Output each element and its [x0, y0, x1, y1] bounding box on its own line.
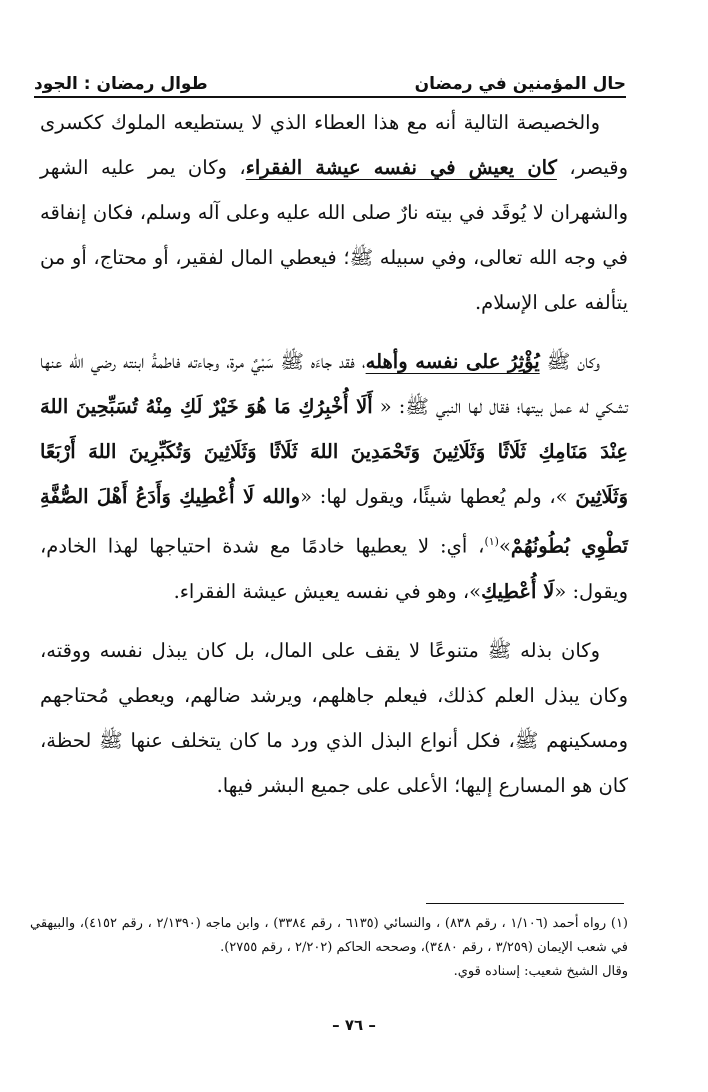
paragraph-1-part-c: ، وكان يمر عليه الشهر والشهران لا يُوقَد في بيته نارٌ صلى الله عليه وعلى آله وسلم، فكان إنفاقه في وجه الله تعالى، وفي سبيله ﷺ؛ فيعطي المال لفقير، أو محتاج، أو من يتألفه على الإسلام. — [40, 156, 628, 314]
paragraph-3 — [40, 628, 628, 808]
paragraph-2-part-c: ، فقد جاءَه ﷺ سَبْيٌ مرة، وجاءته فاطمةُ ابنته رضي الله عنها تشكي له عمل بيتها؛ فقال لها النبي ﷺ: « — [40, 350, 628, 418]
paragraph-3-text: وكان بذله ﷺ متنوعًا لا يقف على المال، بل كان يبذل نفسه ووقته، وكان يبذل العلم كذلك، فيعلم جاهلهم، ويرشد ضالهم، ويعطي مُحتاجهم ومسكينهم ﷺ، فكل أنواع البذل الذي ورد ما كان يتخلف عنها ﷺ لحظة، كان هو المسارع إليها؛ الأعلى على جميع البشر فيها. — [40, 638, 628, 797]
paragraph-2-part-e: »، ولم يُعطها شيئًا، ويقول لها: « — [300, 485, 576, 508]
footnote-line-2: وقال الشيخ شعيب: إسناده قوي. — [453, 964, 628, 979]
paragraph-2-part-g: » — [498, 534, 511, 558]
paragraph-1-part-a: والخصيصة التالية أنه مع هذا العطاء الذي لا يستطيعه الملوك ككسرى وقيصر، — [40, 111, 628, 179]
footnote-reference: (١) — [484, 535, 499, 548]
main-text — [40, 100, 628, 808]
hadith-quote-3: لَا أُعْطِيكِ — [481, 579, 555, 603]
footnote — [30, 912, 628, 984]
hadith-quote-1: أَلَا أُخْبِرُكِ مَا هُوَ خَيْرٌ لَكِ مِنْهُ تُسَبِّحِينَ اللهَ عِنْدَ مَنَامِكِ ثَلَاثًا وَثَلَاثِينَ وَتَحْمَدِينَ اللهَ ثَلَاثًا وَثَلَاثِينَ وَتُكَبِّرِينَ اللهَ أَرْبَعًا وَثَلَاثِينَ — [40, 395, 628, 508]
emphasis-preferred-others: يُؤْثِرُ على نفسه وأهله — [365, 350, 540, 373]
paragraph-2 — [40, 339, 628, 614]
header-book-title: حال المؤمنين في رمضان — [414, 74, 626, 94]
paragraph-2-part-a: وكان ﷺ — [539, 350, 601, 373]
paragraph-1 — [40, 100, 628, 325]
page-number: – ٧٦ – — [332, 1016, 376, 1034]
footnote-line-1: (١) رواه أحمد (١/١٠٦ ، رقم ٨٣٨) ، والنسائي (٦١٣٥ ، رقم ٣٣٨٤) ، وابن ماجه (٢/١٣٩٠ ، رقم ٤١٥٢)، والبيهقي في شعب الإيمان (٣/٢٥٩ ، رقم ٣٤٨٠)، وصححه الحاكم (٢/٢٠٢ ، رقم ٢٧٥٥). — [30, 916, 628, 955]
running-header — [34, 64, 626, 98]
footnote-divider — [426, 903, 624, 904]
emphasis-lived-like-poor: كان يعيش في نفسه عيشة الفقراء — [245, 156, 557, 179]
paragraph-2-part-j: »، وهو في نفسه يعيش عيشة الفقراء. — [173, 579, 482, 603]
paragraph-2-part-h: ، أي: لا يعطيها خادمًا مع شدة احتياجها لهذا الخادم، ويقول: « — [40, 534, 628, 603]
hadith-quote-2: والله لَا أُعْطِيكِ وَأَدَعُ أَهْلَ الصُّفَّةِ تَطْوِي بُطُونُهُمْ — [40, 485, 628, 558]
header-chapter-title: طوال رمضان : الجود — [34, 74, 208, 94]
